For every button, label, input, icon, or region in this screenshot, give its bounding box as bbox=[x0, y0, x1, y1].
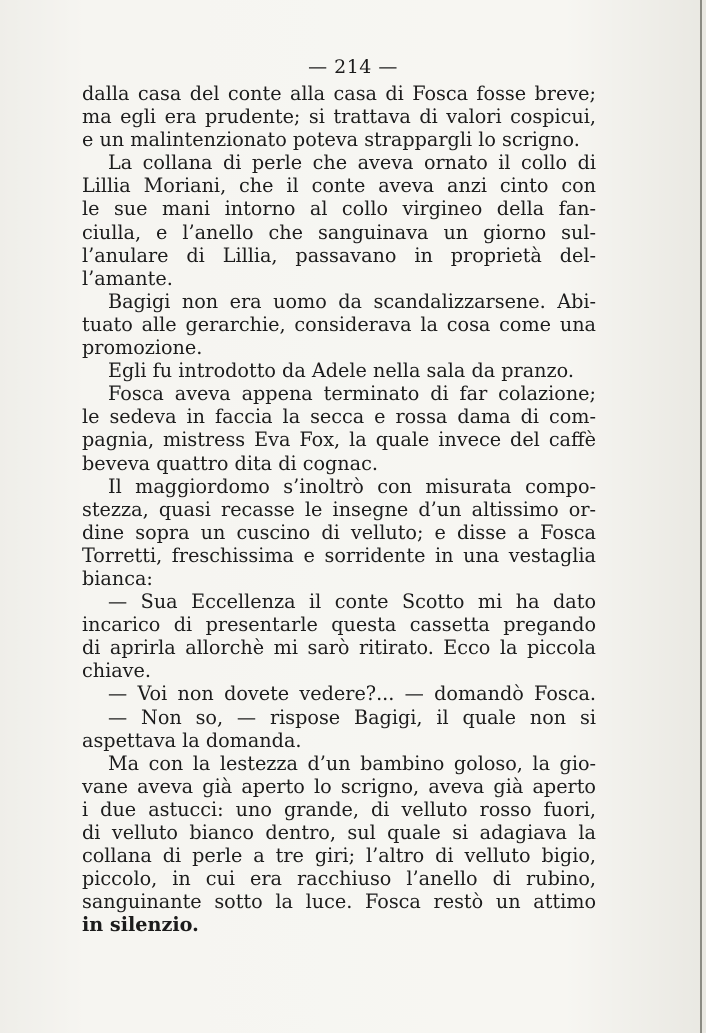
text-line: l’anulare di Lillia, passavano in proprietà del- bbox=[82, 243, 596, 267]
text-line: i due astucci: uno grande, di velluto rosso fuori, bbox=[82, 797, 596, 821]
text-line: chiave. bbox=[82, 659, 151, 683]
text-line: Fosca aveva appena terminato di far colazione; bbox=[108, 382, 596, 406]
body-text bbox=[82, 82, 596, 936]
text-line: Lillia Moriani, che il conte aveva anzi cinto con bbox=[82, 174, 596, 198]
text-line: tuato alle gerarchie, considerava la cosa come una bbox=[82, 312, 596, 336]
text-line: vane aveva già aperto lo scrigno, aveva già aperto bbox=[82, 774, 596, 798]
text-line: incarico di presentarle questa cassetta pregando bbox=[82, 613, 596, 637]
text-line: collana di perle a tre giri; l’altro di velluto bigio, bbox=[82, 844, 596, 868]
text-line: Torretti, freschissima e sorridente in una vestaglia bbox=[82, 543, 596, 567]
text-line: ciulla, e l’anello che sanguinava un giorno sul- bbox=[82, 220, 596, 244]
text-line: Egli fu introdotto da Adele nella sala da pranzo. bbox=[108, 359, 574, 383]
text-line: La collana di perle che aveva ornato il collo di bbox=[108, 151, 596, 175]
text-line: pagnia, mistress Eva Fox, la quale invece del caffè bbox=[82, 428, 596, 452]
text-line: beveva quattro dita di cognac. bbox=[82, 451, 378, 475]
text-line: dalla casa del conte alla casa di Fosca fosse breve; bbox=[82, 82, 596, 105]
text-line: promozione. bbox=[82, 336, 203, 360]
text-line: — Sua Eccellenza il conte Scotto mi ha dato bbox=[108, 590, 596, 614]
text-line: stezza, quasi recasse le insegne d’un altissimo or- bbox=[82, 497, 596, 521]
text-line: aspettava la domanda. bbox=[82, 728, 302, 752]
text-line: e un malintenzionato poteva strappargli lo scrigno. bbox=[82, 128, 580, 152]
text-line: Bagigi non era uomo da scandalizzarsene. Abi- bbox=[108, 289, 596, 313]
text-line: dine sopra un cuscino di velluto; e disse a Fosca bbox=[82, 520, 596, 544]
text-line: — Non so, — rispose Bagigi, il quale non si bbox=[108, 705, 596, 729]
text-line: in silenzio. bbox=[82, 913, 199, 937]
text-line: bianca: bbox=[82, 566, 153, 590]
text-line: Ma con la lestezza d’un bambino goloso, la gio- bbox=[108, 751, 596, 775]
text-line: di aprirla allorchè mi sarò ritirato. Ecco la piccola bbox=[82, 636, 596, 660]
text-line: — Voi non dovete vedere?... — domandò Fosca. bbox=[108, 682, 596, 706]
text-line: piccolo, in cui era racchiuso l’anello di rubino, bbox=[82, 867, 596, 891]
text-line: l’amante. bbox=[82, 266, 173, 290]
text-line: di velluto bianco dentro, sul quale si adagiava la bbox=[82, 821, 596, 844]
text-line: le sue mani intorno al collo virgineo della fan- bbox=[82, 197, 596, 221]
page-edge-divider bbox=[700, 0, 702, 1033]
text-line: le sedeva in faccia la secca e rossa dama di com- bbox=[82, 405, 596, 429]
text-line: sanguinante sotto la luce. Fosca restò un attimo bbox=[82, 890, 596, 914]
text-line: Il maggiordomo s’inoltrò con misurata compo- bbox=[108, 474, 596, 498]
page-number: — 214 — bbox=[308, 56, 398, 78]
text-line: ma egli era prudente; si trattava di valori cospicui, bbox=[82, 105, 596, 129]
